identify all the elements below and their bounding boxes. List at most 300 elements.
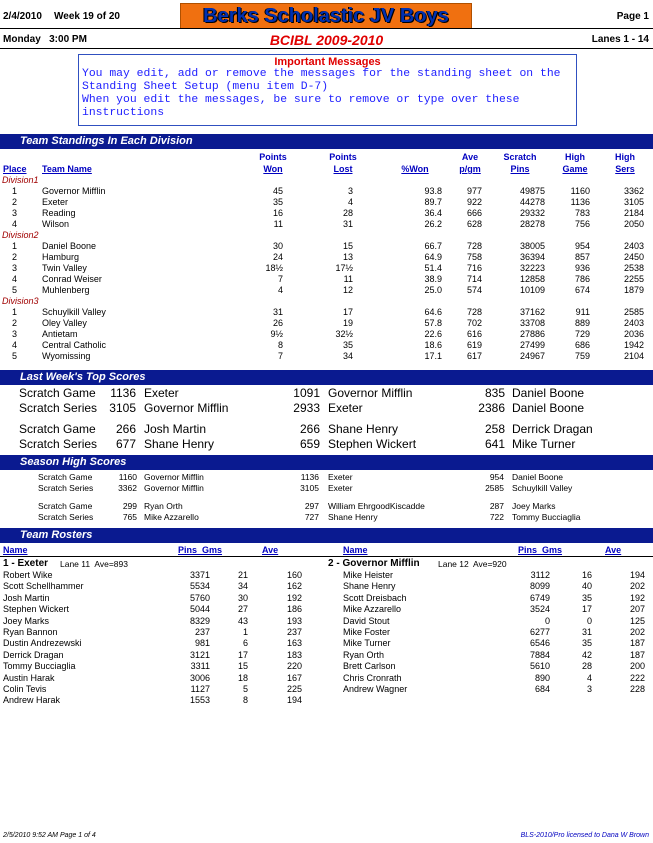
score-value: 659 xyxy=(299,437,320,451)
roster-player-average: 200 xyxy=(629,661,645,672)
roster-player-pins: 5044 xyxy=(189,604,210,615)
points-lost: 35 xyxy=(342,340,353,350)
roster-player-pins: 8329 xyxy=(189,615,210,626)
standings-header: Team Standings In Each Division xyxy=(0,134,653,149)
roster-player-pins: 1553 xyxy=(189,695,210,706)
roster-player-games: 6 xyxy=(242,638,248,649)
scratch-pins: 33708 xyxy=(519,318,545,328)
points-lost: 32½ xyxy=(335,329,353,339)
roster-divider xyxy=(0,556,653,557)
score-bowler: Daniel Boone xyxy=(512,401,585,415)
score-value: 3362 xyxy=(118,483,137,493)
roster-player-average: 225 xyxy=(286,684,302,694)
message-line: When you edit the messages, be sure to remove or type over these xyxy=(82,94,520,106)
high-game: 857 xyxy=(574,252,590,262)
high-game: 1160 xyxy=(570,186,590,196)
points-won: 18½ xyxy=(265,263,283,273)
col-header-pct: %Won xyxy=(401,164,429,174)
points-won: 7 xyxy=(277,274,283,284)
roster-player-name: Shane Henry xyxy=(343,581,396,592)
scratch-pins: 44278 xyxy=(519,197,545,207)
roster-player-average: 162 xyxy=(286,581,302,592)
roster-player-pins: 684 xyxy=(534,684,550,694)
lanes-label: Lanes 1 - 14 xyxy=(591,34,649,45)
team-name: Antietam xyxy=(42,329,78,339)
header-divider xyxy=(0,28,653,29)
avg-per-game: 574 xyxy=(466,285,482,295)
roster-player-name: Mike Heister xyxy=(343,570,394,580)
points-won: 7 xyxy=(277,351,283,361)
roster-player-games: 15 xyxy=(237,661,248,672)
high-series: 2036 xyxy=(623,329,644,339)
roster-player-name: Ryan Orth xyxy=(343,649,385,660)
score-bowler: Schuylkill Valley xyxy=(512,483,573,493)
score-value: 1136 xyxy=(110,386,136,400)
pct-won: 18.6 xyxy=(424,340,442,350)
points-lost: 15 xyxy=(342,241,353,251)
roster-player-pins: 5534 xyxy=(189,581,210,592)
score-bowler: Shane Henry xyxy=(328,512,378,522)
col-header-name: Name xyxy=(3,545,28,555)
team-place: 2 xyxy=(12,197,18,207)
roster-player-average: 202 xyxy=(629,627,645,637)
roster-player-games: 17 xyxy=(581,604,592,615)
roster-player-pins: 3112 xyxy=(530,570,550,580)
roster-player-average: 187 xyxy=(629,649,645,660)
roster-player-name: Mike Turner xyxy=(343,638,391,649)
roster-player-pins: 6749 xyxy=(529,592,550,603)
roster-player-average: 222 xyxy=(629,672,645,683)
score-value: 3105 xyxy=(300,483,319,493)
high-series: 1879 xyxy=(623,285,644,295)
score-category: Scratch Series xyxy=(19,401,98,415)
scratch-pins: 37162 xyxy=(519,307,545,317)
roster-player-pins: 3311 xyxy=(190,661,210,672)
high-series: 3105 xyxy=(623,197,644,207)
points-won: 8 xyxy=(277,340,283,350)
roster-player-name: Dustin Andrezewski xyxy=(3,638,82,649)
points-lost: 17½ xyxy=(335,263,353,273)
points-won: 45 xyxy=(272,186,283,196)
score-category: Scratch Game xyxy=(19,422,96,436)
col-header-pins-gms: Pins Gms xyxy=(518,545,563,555)
roster-player-average: 125 xyxy=(629,615,645,626)
roster-player-average: 163 xyxy=(286,638,302,649)
roster-player-pins: 6277 xyxy=(529,627,550,637)
roster-team-title: 1 - Exeter xyxy=(3,558,49,569)
avg-per-game: 716 xyxy=(466,263,482,273)
team-name: Governor Mifflin xyxy=(42,186,106,196)
high-series: 2050 xyxy=(623,219,644,229)
points-won: 24 xyxy=(272,252,283,262)
avg-per-game: 619 xyxy=(466,340,482,350)
team-name: Daniel Boone xyxy=(42,241,97,251)
roster-player-games: 5 xyxy=(242,684,248,694)
high-game: 759 xyxy=(574,351,590,361)
scratch-pins: 24967 xyxy=(519,351,545,361)
roster-player-pins: 7884 xyxy=(529,649,550,660)
roster-player-name: Andrew Harak xyxy=(3,695,61,706)
score-bowler: Governor Mifflin xyxy=(144,401,229,415)
team-place: 1 xyxy=(12,186,18,196)
team-name: Oley Valley xyxy=(42,318,87,328)
roster-player-average: 194 xyxy=(286,695,302,706)
roster-player-games: 34 xyxy=(237,581,248,592)
col-header-ave: Ave xyxy=(605,545,622,555)
score-value: 1160 xyxy=(118,472,137,482)
high-game: 954 xyxy=(574,241,590,251)
roster-player-average: 194 xyxy=(629,570,645,580)
score-category: Scratch Game xyxy=(19,386,96,400)
points-lost: 31 xyxy=(342,219,353,229)
roster-player-pins: 890 xyxy=(534,672,550,683)
avg-per-game: 977 xyxy=(466,186,482,196)
division-label: Division2 xyxy=(2,230,39,240)
points-won: 31 xyxy=(272,307,283,317)
roster-player-pins: 5760 xyxy=(189,592,210,603)
high-game: 936 xyxy=(574,263,590,273)
roster-player-games: 16 xyxy=(581,570,592,580)
score-bowler: Daniel Boone xyxy=(512,386,585,400)
season-high-header: Season High Scores xyxy=(0,455,653,470)
roster-player-average: 237 xyxy=(286,627,302,637)
roster-player-average: 186 xyxy=(286,604,302,615)
roster-player-games: 17 xyxy=(237,649,248,660)
score-bowler: Exeter xyxy=(144,386,179,400)
team-place: 5 xyxy=(12,285,18,295)
score-value: 641 xyxy=(484,437,505,451)
roster-player-average: 202 xyxy=(629,581,645,592)
team-place: 5 xyxy=(12,351,18,361)
high-series: 2403 xyxy=(623,318,644,328)
col-header-hg: Game xyxy=(562,164,588,174)
high-game: 674 xyxy=(574,285,590,295)
roster-player-name: Tommy Bucciaglia xyxy=(3,661,76,672)
roster-player-games: 43 xyxy=(237,615,248,626)
score-bowler: Josh Martin xyxy=(144,422,207,436)
roster-player-average: 192 xyxy=(286,592,302,603)
season-high-scores xyxy=(0,472,653,528)
high-game: 783 xyxy=(574,208,590,218)
page-title: Berks Scholastic JV Boys xyxy=(180,3,472,29)
roster-player-name: Josh Martin xyxy=(3,592,50,603)
avg-per-game: 728 xyxy=(466,307,482,317)
pct-won: 17.1 xyxy=(424,351,442,361)
score-value: 722 xyxy=(489,512,504,522)
score-value: 266 xyxy=(299,422,320,436)
score-category: Scratch Game xyxy=(38,472,93,482)
roster-player-games: 35 xyxy=(581,592,592,603)
last-week-header: Last Week's Top Scores xyxy=(0,370,653,385)
avg-per-game: 616 xyxy=(466,329,482,339)
roster-player-pins: 3524 xyxy=(529,604,550,615)
message-line: You may edit, add or remove the messages for the standing sheet on the xyxy=(82,68,561,80)
scratch-pins: 10109 xyxy=(519,285,545,295)
roster-player-pins: 981 xyxy=(194,638,210,649)
score-bowler: Daniel Boone xyxy=(512,472,564,482)
team-place: 3 xyxy=(12,329,18,339)
team-name: Hamburg xyxy=(42,252,80,262)
scratch-pins: 29332 xyxy=(519,208,545,218)
score-value: 2933 xyxy=(293,401,320,415)
points-lost: 11 xyxy=(343,274,353,284)
points-won: 11 xyxy=(273,219,283,229)
pct-won: 25.0 xyxy=(424,285,442,295)
header-divider-2 xyxy=(0,48,653,49)
roster-player-games: 35 xyxy=(581,638,592,649)
roster-player-games: 4 xyxy=(586,672,592,683)
avg-per-game: 922 xyxy=(466,197,482,207)
team-place: 3 xyxy=(12,208,18,218)
roster-player-name: Andrew Wagner xyxy=(343,684,408,694)
team-name: Muhlenberg xyxy=(42,285,90,295)
score-category: Scratch Series xyxy=(19,437,98,451)
score-value: 954 xyxy=(489,472,504,482)
score-value: 677 xyxy=(115,437,136,451)
roster-player-games: 21 xyxy=(237,570,248,580)
score-value: 765 xyxy=(122,512,137,522)
score-bowler: Shane Henry xyxy=(328,422,399,436)
roster-player-pins: 0 xyxy=(544,615,550,626)
team-place: 3 xyxy=(12,263,18,273)
score-category: Scratch Series xyxy=(38,512,94,522)
score-bowler: Tommy Bucciaglia xyxy=(512,512,581,522)
roster-player-name: Derrick Dragan xyxy=(3,649,64,660)
score-value: 1091 xyxy=(293,386,320,400)
team-name: Wilson xyxy=(42,219,70,229)
roster-player-name: Scott Schellhammer xyxy=(3,581,84,592)
roster-player-games: 42 xyxy=(581,649,592,660)
roster-player-pins: 3006 xyxy=(189,672,210,683)
high-game: 786 xyxy=(574,274,590,284)
high-series: 2403 xyxy=(623,241,644,251)
avg-per-game: 617 xyxy=(466,351,482,361)
score-bowler: Derrick Dragan xyxy=(512,422,593,436)
high-game: 889 xyxy=(574,318,590,328)
roster-player-games: 28 xyxy=(581,661,592,672)
col-header-won: Won xyxy=(263,164,283,174)
avg-per-game: 702 xyxy=(466,318,482,328)
team-place: 1 xyxy=(12,241,18,251)
team-place: 4 xyxy=(12,340,18,350)
pct-won: 38.9 xyxy=(424,274,442,284)
page-number: Page 1 xyxy=(616,11,649,22)
roster-player-pins: 1127 xyxy=(190,684,210,694)
points-lost: 3 xyxy=(347,186,353,196)
avg-per-game: 628 xyxy=(466,219,482,229)
messages-title: Important Messages xyxy=(274,56,381,68)
rosters-header: Team Rosters xyxy=(0,528,653,543)
roster-player-average: 228 xyxy=(629,684,645,694)
roster-player-average: 192 xyxy=(629,592,645,603)
score-value: 258 xyxy=(484,422,505,436)
col-header-lost: Lost xyxy=(333,164,353,174)
score-value: 2386 xyxy=(478,401,505,415)
team-name: Exeter xyxy=(42,197,69,207)
roster-player-name: Austin Harak xyxy=(3,672,55,683)
team-name: Conrad Weiser xyxy=(42,274,102,284)
message-line: instructions xyxy=(82,107,165,119)
points-won: 16 xyxy=(272,208,283,218)
pct-won: 36.4 xyxy=(424,208,442,218)
points-won: 9½ xyxy=(270,329,283,339)
score-bowler: Governor Mifflin xyxy=(144,483,204,493)
high-game: 756 xyxy=(574,219,590,229)
roster-player-games: 40 xyxy=(581,581,592,592)
score-bowler: Mike Turner xyxy=(512,437,576,451)
pct-won: 66.7 xyxy=(424,241,442,251)
team-place: 2 xyxy=(12,252,18,262)
high-series: 2184 xyxy=(623,208,644,218)
pct-won: 89.7 xyxy=(424,197,442,207)
score-value: 287 xyxy=(489,501,504,511)
score-value: 299 xyxy=(122,501,137,511)
col-header-ave: Ave xyxy=(461,152,479,162)
col-header-hg: High xyxy=(565,152,585,162)
team-name: Wyomissing xyxy=(42,351,91,361)
col-header-ave: Ave xyxy=(262,545,279,555)
avg-per-game: 666 xyxy=(466,208,482,218)
col-header-name: Name xyxy=(343,545,368,555)
team-place: 2 xyxy=(12,318,18,328)
score-bowler: Governor Mifflin xyxy=(144,472,204,482)
roster-player-name: Colin Tevis xyxy=(3,684,47,694)
col-header-pins-gms: Pins Gms xyxy=(178,545,223,555)
day-time: Monday 3:00 PM xyxy=(3,34,87,45)
points-won: 35 xyxy=(272,197,283,207)
col-header-hs: Sers xyxy=(615,164,635,174)
points-lost: 34 xyxy=(342,351,353,361)
team-name: Reading xyxy=(42,208,76,218)
roster-player-name: Scott Dreisbach xyxy=(343,592,407,603)
score-value: 727 xyxy=(304,512,319,522)
division-label: Division1 xyxy=(2,175,39,185)
roster-player-average: 187 xyxy=(629,638,645,649)
pct-won: 57.8 xyxy=(424,318,442,328)
roster-player-name: David Stout xyxy=(343,615,390,626)
roster-player-pins: 237 xyxy=(194,627,210,637)
roster-player-name: Mike Azzarello xyxy=(343,604,402,615)
col-header-lost: Points xyxy=(329,152,357,162)
roster-player-name: Joey Marks xyxy=(3,615,50,626)
col-header-won: Points xyxy=(259,152,287,162)
high-series: 3362 xyxy=(623,186,644,196)
avg-per-game: 714 xyxy=(466,274,482,284)
high-game: 729 xyxy=(574,329,590,339)
col-header-ave: p/gm xyxy=(459,164,481,174)
score-bowler: Exeter xyxy=(328,483,353,493)
division-label: Division3 xyxy=(2,296,39,306)
roster-player-pins: 8099 xyxy=(529,581,550,592)
roster-player-pins: 6546 xyxy=(529,638,550,649)
high-series: 2255 xyxy=(623,274,644,284)
points-won: 30 xyxy=(272,241,283,251)
pct-won: 64.9 xyxy=(424,252,442,262)
last-week-scores xyxy=(0,386,653,452)
avg-per-game: 728 xyxy=(466,241,482,251)
scratch-pins: 49875 xyxy=(519,186,545,196)
roster-player-games: 3 xyxy=(586,684,592,694)
scratch-pins: 27499 xyxy=(519,340,545,350)
score-value: 1136 xyxy=(300,472,319,482)
high-game: 1136 xyxy=(570,197,590,207)
roster-player-games: 0 xyxy=(586,615,592,626)
score-category: Scratch Game xyxy=(38,501,93,511)
team-name: Schuylkill Valley xyxy=(42,307,106,317)
points-lost: 28 xyxy=(342,208,353,218)
score-value: 3105 xyxy=(109,401,136,415)
team-place: 4 xyxy=(12,219,18,229)
score-value: 835 xyxy=(484,386,505,400)
col-header-pins: Pins xyxy=(510,164,530,174)
scratch-pins: 28278 xyxy=(519,219,545,229)
high-series: 2104 xyxy=(623,351,644,361)
footer-left: 2/5/2010 9:52 AM Page 1 of 4 xyxy=(3,832,96,839)
high-game: 911 xyxy=(575,307,590,317)
score-value: 266 xyxy=(115,422,136,436)
report-date: 2/4/2010 xyxy=(3,11,42,22)
score-bowler: William EhrgoodKiscadde xyxy=(328,501,425,511)
points-lost: 4 xyxy=(347,197,353,207)
footer-right: BLS-2010/Pro licensed to Dana W Brown xyxy=(520,832,649,839)
score-value: 297 xyxy=(304,501,319,511)
roster-team-title: 2 - Governor Mifflin xyxy=(328,558,420,569)
messages-box xyxy=(78,54,577,126)
league-name: BCIBL 2009-2010 xyxy=(269,32,384,48)
roster-player-name: Mike Foster xyxy=(343,627,391,637)
score-value: 2585 xyxy=(485,483,504,493)
team-name: Twin Valley xyxy=(42,263,87,273)
team-place: 4 xyxy=(12,274,18,284)
pct-won: 64.6 xyxy=(424,307,442,317)
score-bowler: Exeter xyxy=(328,401,363,415)
roster-player-games: 8 xyxy=(242,695,248,706)
scratch-pins: 36394 xyxy=(519,252,545,262)
score-bowler: Exeter xyxy=(328,472,353,482)
col-header-team: Team Name xyxy=(42,164,92,174)
points-lost: 13 xyxy=(342,252,353,262)
standings-table xyxy=(0,150,653,370)
col-header-pins: Scratch xyxy=(503,152,537,162)
roster-player-games: 18 xyxy=(237,672,248,683)
roster-player-games: 1 xyxy=(242,627,248,637)
high-game: 686 xyxy=(574,340,590,350)
score-bowler: Ryan Orth xyxy=(144,501,183,511)
score-bowler: Governor Mifflin xyxy=(328,386,413,400)
pct-won: 51.4 xyxy=(424,263,442,273)
roster-player-games: 27 xyxy=(237,604,248,615)
avg-per-game: 758 xyxy=(466,252,482,262)
scratch-pins: 32223 xyxy=(519,263,545,273)
pct-won: 93.8 xyxy=(424,186,442,196)
roster-player-games: 30 xyxy=(237,592,248,603)
scratch-pins: 27886 xyxy=(519,329,545,339)
scratch-pins: 38005 xyxy=(519,241,545,251)
score-bowler: Mike Azzarello xyxy=(144,512,199,522)
rosters-table xyxy=(0,544,653,714)
points-lost: 12 xyxy=(342,285,353,295)
roster-player-average: 193 xyxy=(286,615,302,626)
score-bowler: Stephen Wickert xyxy=(328,437,417,451)
points-won: 4 xyxy=(277,285,283,295)
roster-player-pins: 3371 xyxy=(189,570,210,580)
points-lost: 17 xyxy=(342,307,353,317)
roster-player-name: Stephen Wickert xyxy=(3,604,70,615)
roster-player-name: Robert Wike xyxy=(3,570,53,580)
roster-team-info: Lane 11 Ave=893 xyxy=(60,559,128,569)
score-bowler: Shane Henry xyxy=(144,437,215,451)
roster-player-games: 31 xyxy=(581,627,592,637)
